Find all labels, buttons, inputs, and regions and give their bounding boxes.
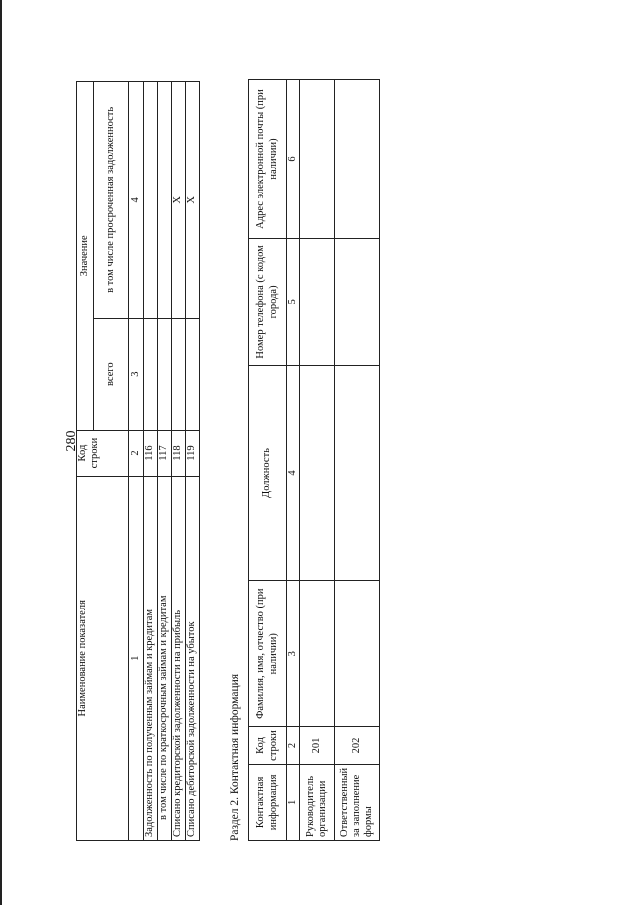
row-name: Задолженность по полученным займам и кредитам xyxy=(144,476,158,840)
row-label: Руководитель организации xyxy=(300,764,335,840)
column-number: 1 xyxy=(129,476,144,840)
section-2-title: Раздел 2. Контактная информация xyxy=(229,673,241,841)
column-number: 5 xyxy=(287,239,300,366)
column-number: 2 xyxy=(287,727,300,765)
row-code: 116 xyxy=(144,430,158,476)
row-name: Списано кредиторской задолженности на прибыль xyxy=(172,476,186,840)
page-border-line xyxy=(0,0,2,905)
row-overdue: X xyxy=(172,82,186,319)
row-overdue xyxy=(158,82,172,319)
column-number: 1 xyxy=(287,764,300,840)
phone-cell xyxy=(335,239,380,366)
header-value: Значение xyxy=(77,82,94,431)
header-phone: Номер телефона (с кодом города) xyxy=(249,239,287,366)
header-full-name: Фамилия, имя, отчество (при наличии) xyxy=(249,581,287,727)
table-row xyxy=(158,82,172,841)
table-row xyxy=(144,82,158,841)
phone-cell xyxy=(300,239,335,366)
row-code: 119 xyxy=(186,430,200,476)
row-total xyxy=(186,318,200,430)
column-number: 6 xyxy=(287,80,300,239)
table-row xyxy=(172,82,186,841)
header-line-code: Код строки xyxy=(249,727,287,765)
page-number: 280 xyxy=(64,430,79,452)
position-cell xyxy=(300,365,335,580)
full-name-cell xyxy=(300,581,335,727)
table-row xyxy=(186,82,200,841)
column-number: 3 xyxy=(129,318,144,430)
email-cell xyxy=(335,80,380,239)
table-row xyxy=(300,80,335,841)
header-indicator-name: Наименование показателя xyxy=(77,476,129,840)
full-name-cell xyxy=(335,581,380,727)
contact-info-table xyxy=(248,79,380,841)
header-position: Должность xyxy=(249,365,287,580)
column-number: 4 xyxy=(287,365,300,580)
row-code: 117 xyxy=(158,430,172,476)
header-email: Адрес электронной почты (при наличии) xyxy=(249,80,287,239)
position-cell xyxy=(335,365,380,580)
indicators-table xyxy=(76,81,200,841)
row-label: Ответственный за заполнение формы xyxy=(335,764,380,840)
row-overdue xyxy=(144,82,158,319)
row-total xyxy=(158,318,172,430)
header-total: всего xyxy=(94,318,129,430)
row-code: 202 xyxy=(335,727,380,765)
row-name: в том числе по краткосрочным займам и кредитам xyxy=(158,476,172,840)
rotated-page-content xyxy=(64,51,640,841)
header-overdue: в том числе просроченная задолженность xyxy=(94,82,129,319)
header-line-code: Код строки xyxy=(77,430,129,476)
row-name: Списано дебиторской задолженности на убыток xyxy=(186,476,200,840)
column-number: 3 xyxy=(287,581,300,727)
header-contact-info: Контактная информация xyxy=(249,764,287,840)
row-total xyxy=(144,318,158,430)
row-code: 201 xyxy=(300,727,335,765)
email-cell xyxy=(300,80,335,239)
column-number: 4 xyxy=(129,82,144,319)
row-overdue: X xyxy=(186,82,200,319)
column-number: 2 xyxy=(129,430,144,476)
row-code: 118 xyxy=(172,430,186,476)
row-total xyxy=(172,318,186,430)
table-row xyxy=(335,80,380,841)
